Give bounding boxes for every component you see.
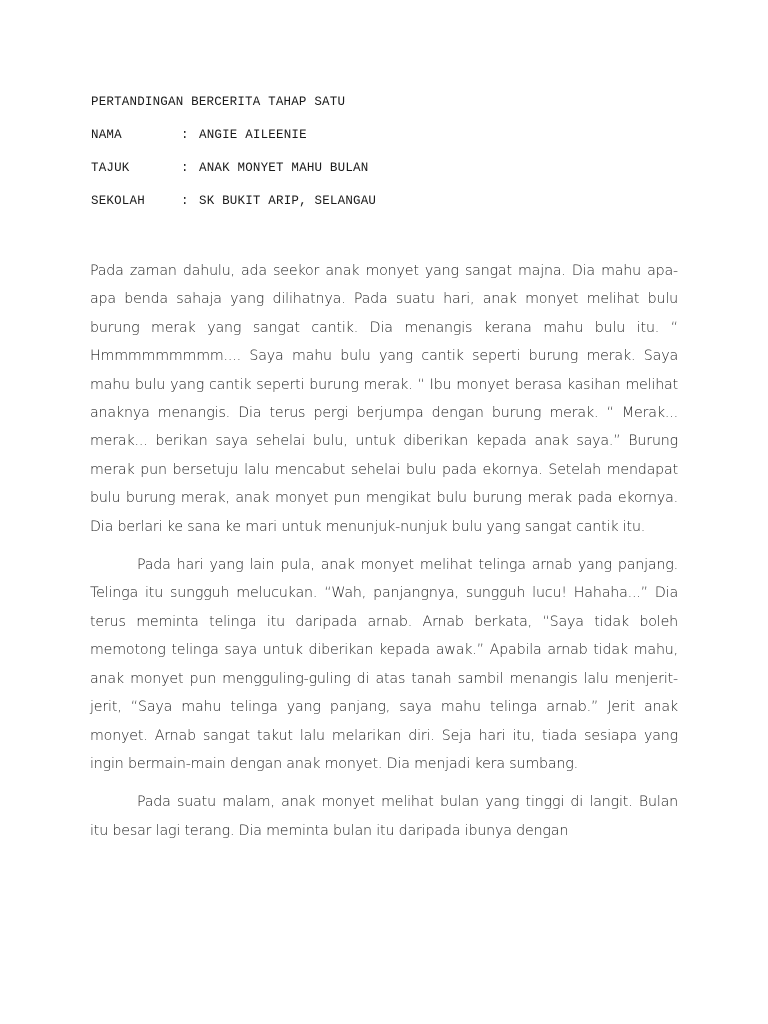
field-label: SEKOLAH (91, 194, 145, 208)
story-paragraph-2: Pada hari yang lain pula, anak monyet melihat telinga arnab yang panjang. Telinga itu sungguh melucukan. “Wah, panjangnya, sungguh lucu! Hahaha...” Dia terus meminta telinga itu daripada arnab. Arnab berkata, “Saya tidak boleh memotong telinga saya untuk diberikan kepada awak.” Apabila arnab tidak mahu, anak monyet pun mengguling-guling di atas tanah sambil menangis lalu menjerit-jerit, “Saya mahu telinga yang panjang, saya mahu telinga arnab.” Jerit anak monyet. Arnab sangat takut lalu melarikan diri. Seja hari itu, tiada sesiapa yang ingin bermain-main dengan anak monyet. Dia menjadi kera sumbang. (90, 557, 678, 772)
story-paragraph-3: Pada suatu malam, anak monyet melihat bulan yang tinggi di langit. Bulan itu besar lagi terang. Dia meminta bulan itu daripada ibunya dengan (90, 794, 678, 839)
competition-title: PERTANDINGAN BERCERITA TAHAP SATU (91, 95, 346, 109)
field-label: NAMA (91, 128, 122, 142)
field-separator: : (181, 128, 189, 142)
field-tajuk (91, 158, 691, 191)
field-value: ANGIE AILEENIE (199, 128, 307, 142)
story-paragraph-1: Pada zaman dahulu, ada seekor anak monyet yang sangat majna. Dia mahu apa-apa benda sahaja yang dilihatnya. Pada suatu hari, anak monyet melihat bulu burung merak yang sangat cantik. Dia menangis kerana mahu bulu itu. “ Hmmmmmmmmm.... Saya mahu bulu yang cantik seperti burung merak. Saya mahu bulu yang cantik seperti burung merak. “ Ibu monyet berasa kasihan melihat anaknya menangis. Dia terus pergi berjumpa dengan burung merak. “ Merak... merak... berikan saya sehelai bulu, untuk diberikan kepada anak saya.” Burung merak pun bersetuju lalu mencabut sehelai bulu pada ekornya. Setelah mendapat bulu burung merak, anak monyet pun mengikat bulu burung merak pada ekornya. Dia berlari ke sana ke mari untuk menunjuk-nunjuk bulu yang sangat cantik itu. (90, 263, 678, 535)
field-separator: : (181, 161, 189, 175)
document-header (91, 92, 691, 224)
field-value: ANAK MONYET MAHU BULAN (199, 161, 369, 175)
field-nama (91, 125, 691, 158)
story-body (90, 257, 678, 855)
field-sekolah (91, 191, 691, 224)
field-separator: : (181, 194, 189, 208)
field-label: TAJUK (91, 161, 130, 175)
field-value: SK BUKIT ARIP, SELANGAU (199, 194, 377, 208)
